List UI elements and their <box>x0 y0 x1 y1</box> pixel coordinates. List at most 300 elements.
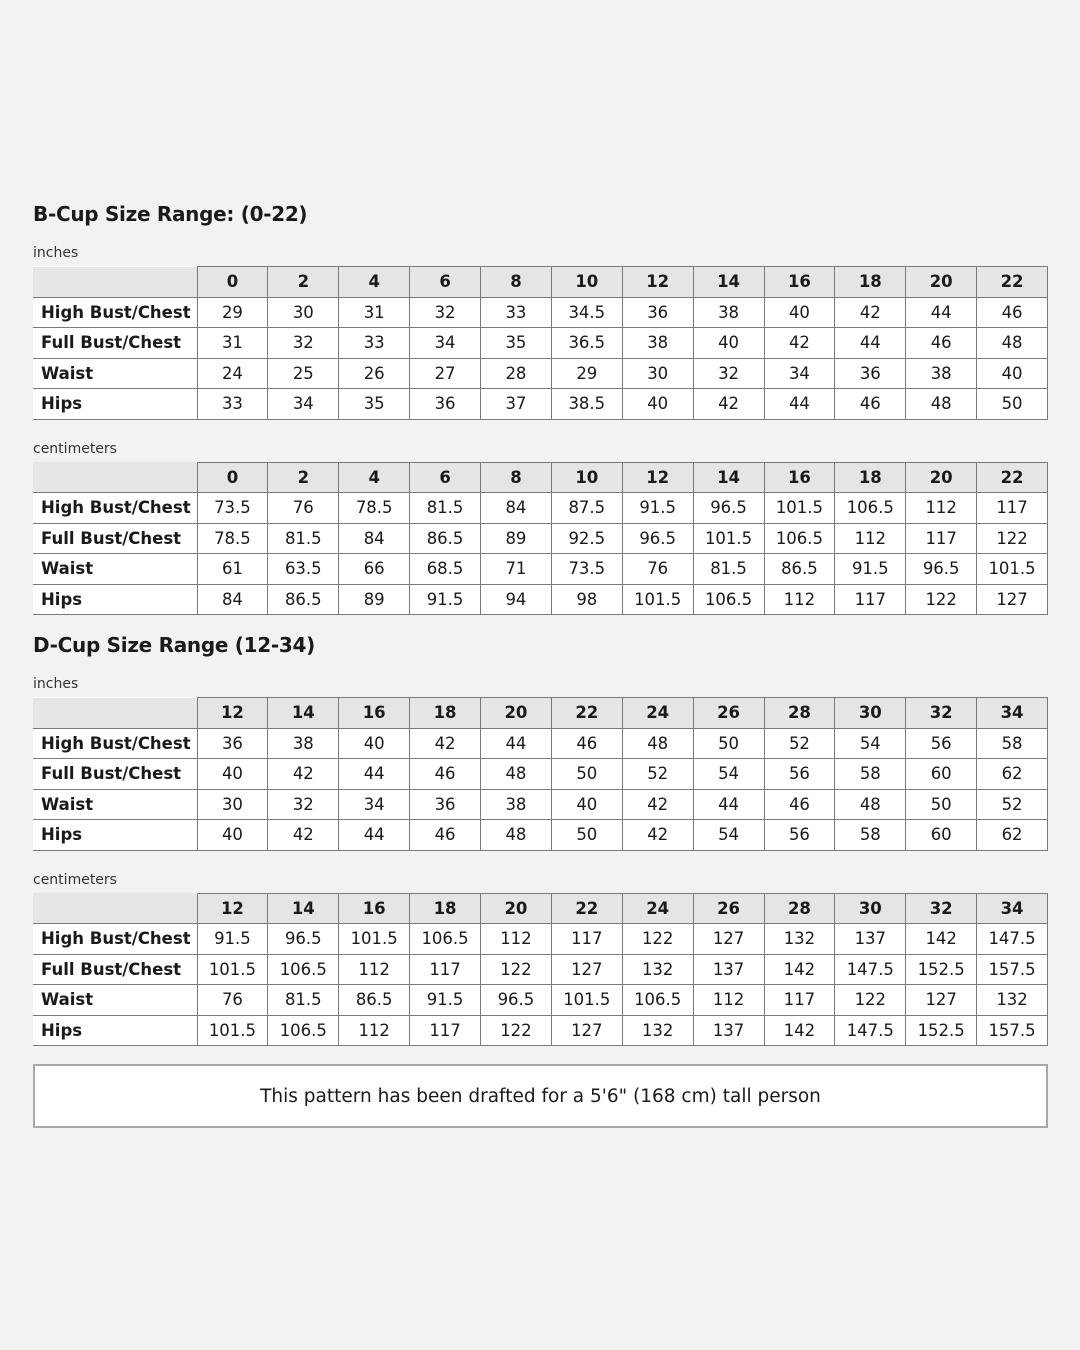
measurement-value: 25 <box>268 358 339 389</box>
measurement-value: 46 <box>410 820 481 851</box>
measurement-value: 78.5 <box>339 493 410 524</box>
measurement-value: 32 <box>693 358 764 389</box>
table-body <box>33 297 1048 419</box>
measurement-value: 101.5 <box>197 1015 268 1046</box>
measurement-value: 40 <box>977 358 1048 389</box>
measurement-value: 44 <box>764 389 835 420</box>
table-row-high-bust-chest <box>33 728 1048 759</box>
measurement-value: 33 <box>197 389 268 420</box>
measurement-value: 147.5 <box>835 1015 906 1046</box>
measurement-value: 132 <box>764 924 835 955</box>
measurement-value: 50 <box>551 820 622 851</box>
size-header-cell: 34 <box>977 893 1048 924</box>
measurement-value: 35 <box>481 328 552 359</box>
measurement-value: 117 <box>410 954 481 985</box>
size-header-cell: 6 <box>410 267 481 298</box>
measurement-value: 89 <box>481 523 552 554</box>
measurement-value: 42 <box>693 389 764 420</box>
measurement-value: 152.5 <box>906 954 977 985</box>
size-header-cell: 8 <box>481 462 552 493</box>
measurement-value: 91.5 <box>410 584 481 615</box>
measurement-value: 38 <box>906 358 977 389</box>
measurement-value: 132 <box>622 954 693 985</box>
measurement-value: 127 <box>906 985 977 1016</box>
measurement-value: 92.5 <box>551 523 622 554</box>
measurement-value: 71 <box>481 554 552 585</box>
measurement-value: 50 <box>693 728 764 759</box>
measurement-value: 98 <box>551 584 622 615</box>
height-note-box <box>33 1064 1048 1128</box>
size-header-cell: 12 <box>622 267 693 298</box>
measurement-value: 101.5 <box>764 493 835 524</box>
size-header-cell: 32 <box>906 698 977 729</box>
measurement-value: 48 <box>481 759 552 790</box>
measurement-value: 91.5 <box>835 554 906 585</box>
measurement-value: 76 <box>622 554 693 585</box>
measurement-label: Full Bust/Chest <box>33 523 197 554</box>
header-row <box>33 698 1048 729</box>
measurement-value: 46 <box>764 789 835 820</box>
measurement-value: 40 <box>551 789 622 820</box>
measurement-value: 96.5 <box>906 554 977 585</box>
size-chart-sections <box>33 198 1048 1046</box>
size-header-cell: 8 <box>481 267 552 298</box>
measurement-value: 36 <box>622 297 693 328</box>
measurement-value: 36 <box>835 358 906 389</box>
measurement-label: Full Bust/Chest <box>33 328 197 359</box>
measurement-value: 48 <box>977 328 1048 359</box>
measurement-value: 40 <box>764 297 835 328</box>
unit-label: inches <box>33 676 79 692</box>
measurement-label: Hips <box>33 820 197 851</box>
measurement-value: 46 <box>977 297 1048 328</box>
measurement-value: 91.5 <box>622 493 693 524</box>
size-header-cell: 22 <box>551 893 622 924</box>
size-header-cell: 22 <box>551 698 622 729</box>
measurement-value: 117 <box>906 523 977 554</box>
size-table-centimeters <box>33 893 1048 1047</box>
measurement-value: 42 <box>622 789 693 820</box>
size-header-cell: 16 <box>339 893 410 924</box>
measurement-label: Waist <box>33 789 197 820</box>
measurement-value: 122 <box>835 985 906 1016</box>
measurement-value: 34 <box>764 358 835 389</box>
measurement-value: 76 <box>197 985 268 1016</box>
measurement-value: 127 <box>551 1015 622 1046</box>
measurement-value: 40 <box>197 820 268 851</box>
measurement-value: 35 <box>339 389 410 420</box>
measurement-value: 28 <box>481 358 552 389</box>
size-section <box>33 198 1048 615</box>
measurement-value: 127 <box>977 584 1048 615</box>
measurement-label: Full Bust/Chest <box>33 954 197 985</box>
size-header-cell: 20 <box>906 462 977 493</box>
measurement-value: 32 <box>268 789 339 820</box>
measurement-value: 31 <box>339 297 410 328</box>
measurement-value: 106.5 <box>622 985 693 1016</box>
measurement-value: 122 <box>977 523 1048 554</box>
measurement-value: 54 <box>835 728 906 759</box>
measurement-value: 34 <box>410 328 481 359</box>
size-table-inches <box>33 266 1048 420</box>
size-header-cell: 22 <box>977 462 1048 493</box>
measurement-label: Hips <box>33 389 197 420</box>
size-header-cell: 24 <box>622 893 693 924</box>
table-row-waist <box>33 554 1048 585</box>
measurement-value: 73.5 <box>197 493 268 524</box>
measurement-value: 132 <box>622 1015 693 1046</box>
table-spacer <box>33 420 1048 426</box>
height-note-text: This pattern has been drafted for a 5'6" (168 cm) tall person <box>260 1085 821 1107</box>
measurement-value: 137 <box>835 924 906 955</box>
measurement-value: 117 <box>551 924 622 955</box>
measurement-value: 137 <box>693 1015 764 1046</box>
size-header-cell: 28 <box>764 893 835 924</box>
measurement-value: 122 <box>906 584 977 615</box>
measurement-value: 62 <box>977 820 1048 851</box>
measurement-value: 152.5 <box>906 1015 977 1046</box>
measurement-value: 46 <box>835 389 906 420</box>
section-spacer <box>33 615 1048 629</box>
measurement-value: 106.5 <box>268 1015 339 1046</box>
measurement-value: 32 <box>410 297 481 328</box>
measurement-value: 96.5 <box>622 523 693 554</box>
measurement-value: 38 <box>481 789 552 820</box>
table-row-hips <box>33 584 1048 615</box>
measurement-label: High Bust/Chest <box>33 728 197 759</box>
measurement-value: 46 <box>906 328 977 359</box>
size-header-cell: 20 <box>906 267 977 298</box>
header-row <box>33 462 1048 493</box>
measurement-value: 42 <box>268 820 339 851</box>
size-header-cell: 16 <box>339 698 410 729</box>
measurement-value: 157.5 <box>977 1015 1048 1046</box>
header-row <box>33 267 1048 298</box>
size-header-cell: 34 <box>977 698 1048 729</box>
measurement-value: 137 <box>693 954 764 985</box>
size-header-cell: 4 <box>339 267 410 298</box>
measurement-value: 56 <box>764 759 835 790</box>
size-table-inches <box>33 697 1048 851</box>
measurement-value: 36 <box>410 789 481 820</box>
table-row-hips <box>33 820 1048 851</box>
measurement-value: 36 <box>197 728 268 759</box>
measurement-value: 52 <box>977 789 1048 820</box>
measurement-value: 48 <box>906 389 977 420</box>
measurement-value: 44 <box>906 297 977 328</box>
measurement-value: 81.5 <box>268 523 339 554</box>
table-row-waist <box>33 789 1048 820</box>
measurement-value: 42 <box>835 297 906 328</box>
size-header-cell: 12 <box>197 698 268 729</box>
measurement-value: 48 <box>835 789 906 820</box>
measurement-value: 40 <box>693 328 764 359</box>
measurement-value: 46 <box>551 728 622 759</box>
measurement-value: 37 <box>481 389 552 420</box>
measurement-value: 86.5 <box>268 584 339 615</box>
size-header-cell: 16 <box>764 267 835 298</box>
measurement-label: Hips <box>33 584 197 615</box>
measurement-value: 117 <box>410 1015 481 1046</box>
table-row-hips <box>33 1015 1048 1046</box>
measurement-value: 58 <box>835 759 906 790</box>
measurement-value: 42 <box>764 328 835 359</box>
measurement-value: 91.5 <box>410 985 481 1016</box>
measurement-value: 101.5 <box>693 523 764 554</box>
measurement-value: 44 <box>481 728 552 759</box>
measurement-value: 26 <box>339 358 410 389</box>
measurement-value: 106.5 <box>835 493 906 524</box>
measurement-value: 86.5 <box>410 523 481 554</box>
measurement-value: 38.5 <box>551 389 622 420</box>
measurement-value: 89 <box>339 584 410 615</box>
measurement-value: 101.5 <box>622 584 693 615</box>
header-corner-cell <box>33 698 197 729</box>
measurement-value: 62 <box>977 759 1048 790</box>
section-title: B-Cup Size Range: (0-22) <box>33 202 308 226</box>
measurement-value: 122 <box>481 1015 552 1046</box>
measurement-value: 44 <box>339 759 410 790</box>
measurement-value: 122 <box>622 924 693 955</box>
measurement-value: 38 <box>622 328 693 359</box>
size-header-cell: 18 <box>410 698 481 729</box>
unit-label: inches <box>33 245 79 261</box>
size-header-cell: 30 <box>835 698 906 729</box>
measurement-value: 86.5 <box>339 985 410 1016</box>
measurement-value: 68.5 <box>410 554 481 585</box>
size-header-cell: 16 <box>764 462 835 493</box>
size-header-cell: 0 <box>197 267 268 298</box>
size-header-cell: 14 <box>693 267 764 298</box>
table-spacer <box>33 851 1048 857</box>
size-header-cell: 6 <box>410 462 481 493</box>
measurement-value: 101.5 <box>551 985 622 1016</box>
measurement-value: 50 <box>977 389 1048 420</box>
size-header-cell: 14 <box>693 462 764 493</box>
table-row-full-bust-chest <box>33 328 1048 359</box>
size-header-cell: 24 <box>622 698 693 729</box>
measurement-value: 101.5 <box>197 954 268 985</box>
measurement-value: 127 <box>693 924 764 955</box>
measurement-value: 147.5 <box>977 924 1048 955</box>
measurement-value: 60 <box>906 759 977 790</box>
size-header-cell: 32 <box>906 893 977 924</box>
table-body <box>33 493 1048 615</box>
measurement-value: 34 <box>268 389 339 420</box>
measurement-value: 29 <box>197 297 268 328</box>
measurement-value: 96.5 <box>268 924 339 955</box>
size-header-cell: 20 <box>481 893 552 924</box>
measurement-value: 30 <box>622 358 693 389</box>
measurement-value: 96.5 <box>481 985 552 1016</box>
measurement-value: 29 <box>551 358 622 389</box>
measurement-value: 84 <box>197 584 268 615</box>
table-row-full-bust-chest <box>33 954 1048 985</box>
measurement-value: 48 <box>481 820 552 851</box>
measurement-value: 106.5 <box>410 924 481 955</box>
measurement-value: 147.5 <box>835 954 906 985</box>
measurement-value: 27 <box>410 358 481 389</box>
measurement-value: 33 <box>339 328 410 359</box>
measurement-value: 112 <box>906 493 977 524</box>
measurement-value: 61 <box>197 554 268 585</box>
measurement-label: High Bust/Chest <box>33 924 197 955</box>
measurement-value: 36 <box>410 389 481 420</box>
size-header-cell: 12 <box>622 462 693 493</box>
section-title: D-Cup Size Range (12-34) <box>33 633 315 657</box>
size-header-cell: 4 <box>339 462 410 493</box>
size-header-cell: 26 <box>693 698 764 729</box>
header-row <box>33 893 1048 924</box>
size-table-centimeters <box>33 462 1048 616</box>
measurement-value: 94 <box>481 584 552 615</box>
measurement-value: 112 <box>481 924 552 955</box>
table-header <box>33 698 1048 729</box>
table-header <box>33 893 1048 924</box>
table-row-full-bust-chest <box>33 523 1048 554</box>
size-header-cell: 2 <box>268 462 339 493</box>
measurement-value: 106.5 <box>764 523 835 554</box>
measurement-value: 127 <box>551 954 622 985</box>
measurement-value: 52 <box>764 728 835 759</box>
measurement-label: Full Bust/Chest <box>33 759 197 790</box>
measurement-value: 42 <box>622 820 693 851</box>
measurement-label: Waist <box>33 554 197 585</box>
measurement-value: 112 <box>339 1015 410 1046</box>
size-header-cell: 10 <box>551 267 622 298</box>
measurement-value: 122 <box>481 954 552 985</box>
table-header <box>33 462 1048 493</box>
size-header-cell: 18 <box>410 893 481 924</box>
measurement-value: 91.5 <box>197 924 268 955</box>
measurement-value: 112 <box>693 985 764 1016</box>
measurement-value: 142 <box>764 954 835 985</box>
measurement-value: 44 <box>339 820 410 851</box>
table-row-waist <box>33 985 1048 1016</box>
measurement-value: 33 <box>481 297 552 328</box>
measurement-value: 117 <box>764 985 835 1016</box>
unit-label: centimeters <box>33 440 117 457</box>
measurement-value: 54 <box>693 759 764 790</box>
measurement-value: 78.5 <box>197 523 268 554</box>
measurement-value: 48 <box>622 728 693 759</box>
size-header-cell: 2 <box>268 267 339 298</box>
measurement-value: 63.5 <box>268 554 339 585</box>
measurement-value: 142 <box>906 924 977 955</box>
measurement-value: 81.5 <box>410 493 481 524</box>
measurement-value: 38 <box>268 728 339 759</box>
size-header-cell: 18 <box>835 267 906 298</box>
size-header-cell: 10 <box>551 462 622 493</box>
measurement-value: 31 <box>197 328 268 359</box>
table-row-high-bust-chest <box>33 493 1048 524</box>
measurement-value: 32 <box>268 328 339 359</box>
measurement-value: 58 <box>977 728 1048 759</box>
measurement-value: 96.5 <box>693 493 764 524</box>
measurement-value: 34 <box>339 789 410 820</box>
measurement-label: Waist <box>33 985 197 1016</box>
size-header-cell: 14 <box>268 698 339 729</box>
size-header-cell: 28 <box>764 698 835 729</box>
header-corner-cell <box>33 462 197 493</box>
measurement-value: 76 <box>268 493 339 524</box>
measurement-value: 36.5 <box>551 328 622 359</box>
measurement-value: 84 <box>339 523 410 554</box>
measurement-value: 117 <box>977 493 1048 524</box>
measurement-value: 112 <box>339 954 410 985</box>
measurement-value: 112 <box>764 584 835 615</box>
measurement-value: 157.5 <box>977 954 1048 985</box>
measurement-value: 50 <box>906 789 977 820</box>
size-header-cell: 14 <box>268 893 339 924</box>
measurement-label: Hips <box>33 1015 197 1046</box>
measurement-value: 30 <box>197 789 268 820</box>
size-chart-page <box>33 198 1048 1128</box>
table-row-high-bust-chest <box>33 297 1048 328</box>
measurement-value: 30 <box>268 297 339 328</box>
measurement-value: 132 <box>977 985 1048 1016</box>
measurement-value: 44 <box>835 328 906 359</box>
measurement-value: 42 <box>410 728 481 759</box>
measurement-value: 66 <box>339 554 410 585</box>
measurement-value: 142 <box>764 1015 835 1046</box>
measurement-value: 42 <box>268 759 339 790</box>
size-header-cell: 12 <box>197 893 268 924</box>
measurement-value: 24 <box>197 358 268 389</box>
measurement-label: High Bust/Chest <box>33 297 197 328</box>
size-header-cell: 22 <box>977 267 1048 298</box>
size-header-cell: 30 <box>835 893 906 924</box>
table-row-high-bust-chest <box>33 924 1048 955</box>
measurement-value: 106.5 <box>693 584 764 615</box>
measurement-value: 87.5 <box>551 493 622 524</box>
measurement-value: 40 <box>622 389 693 420</box>
measurement-value: 54 <box>693 820 764 851</box>
table-row-full-bust-chest <box>33 759 1048 790</box>
measurement-value: 56 <box>906 728 977 759</box>
table-row-hips <box>33 389 1048 420</box>
size-header-cell: 18 <box>835 462 906 493</box>
measurement-value: 101.5 <box>339 924 410 955</box>
size-header-cell: 0 <box>197 462 268 493</box>
table-body <box>33 728 1048 850</box>
unit-label: centimeters <box>33 871 117 888</box>
measurement-value: 106.5 <box>268 954 339 985</box>
measurement-value: 52 <box>622 759 693 790</box>
measurement-value: 81.5 <box>693 554 764 585</box>
table-body <box>33 924 1048 1046</box>
header-corner-cell <box>33 893 197 924</box>
table-header <box>33 267 1048 298</box>
measurement-value: 46 <box>410 759 481 790</box>
measurement-value: 112 <box>835 523 906 554</box>
measurement-value: 40 <box>197 759 268 790</box>
measurement-value: 101.5 <box>977 554 1048 585</box>
measurement-value: 117 <box>835 584 906 615</box>
header-corner-cell <box>33 267 197 298</box>
measurement-value: 84 <box>481 493 552 524</box>
measurement-value: 38 <box>693 297 764 328</box>
size-section <box>33 615 1048 1046</box>
measurement-value: 34.5 <box>551 297 622 328</box>
measurement-label: High Bust/Chest <box>33 493 197 524</box>
measurement-value: 86.5 <box>764 554 835 585</box>
measurement-value: 58 <box>835 820 906 851</box>
measurement-value: 40 <box>339 728 410 759</box>
table-row-waist <box>33 358 1048 389</box>
measurement-value: 44 <box>693 789 764 820</box>
measurement-value: 50 <box>551 759 622 790</box>
